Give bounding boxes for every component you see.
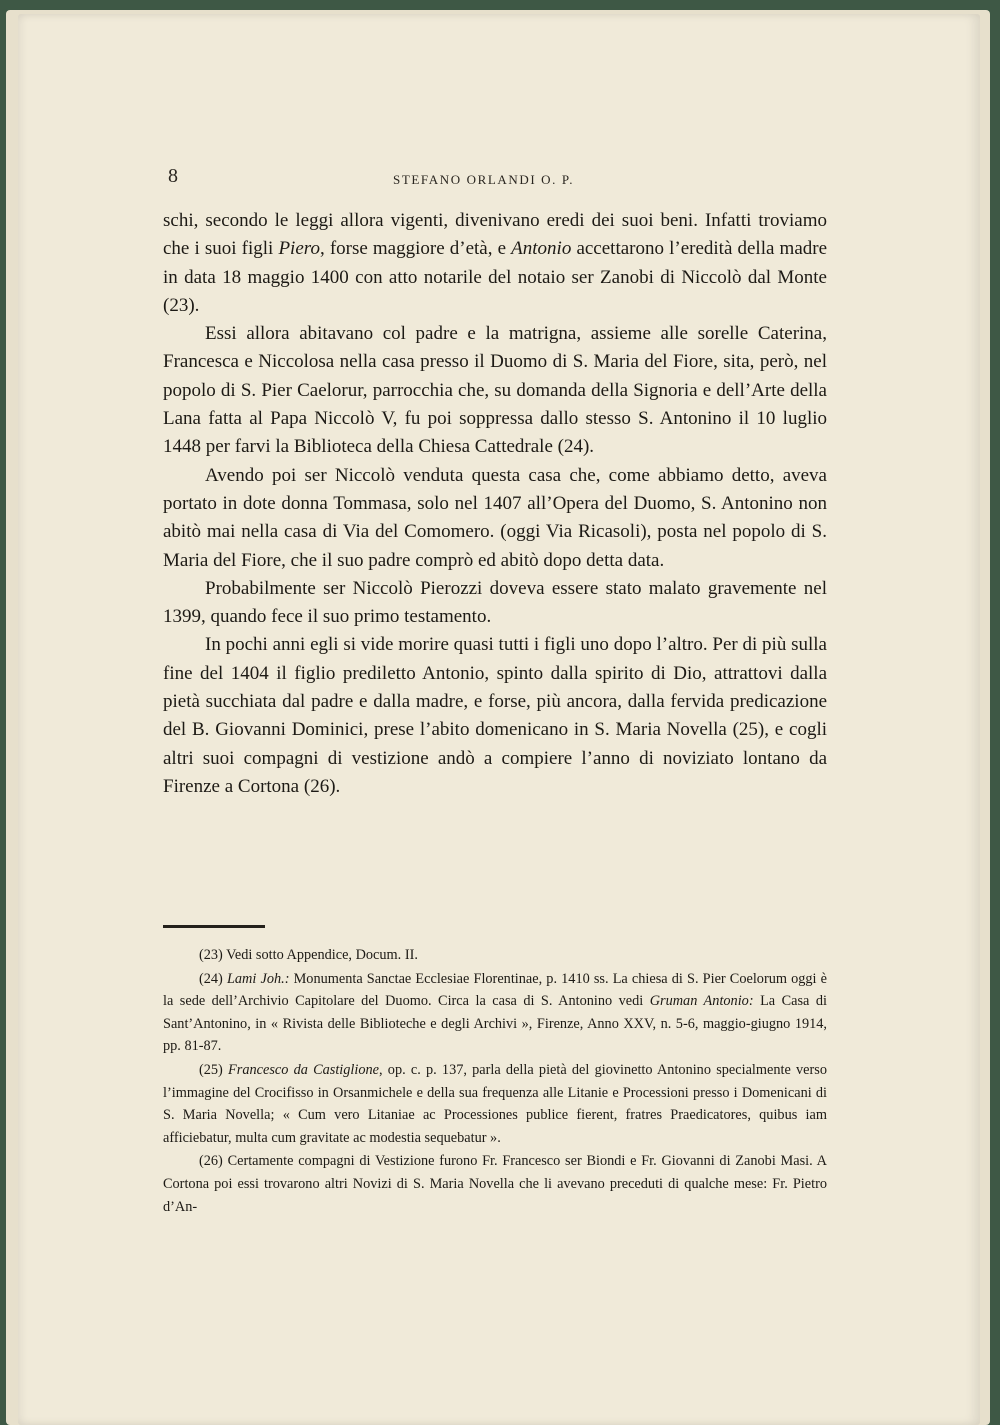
footnote-25-text: , op. c. p. 137, parla della pietà del giovinetto Antonino specialmente verso l’immagine del Crocifisso in Orsanmichele e della sua frequenza alle Litanie e Processioni presso i Domenicani di S. Maria Novella; « Cum vero Litaniae ac Processiones publice fierent, fratres Praedicatores, quibus iam afficiebatur, multa cum gravitate ac modestia sequebatur ». (163, 1061, 827, 1146)
footnote-separator (163, 925, 265, 928)
footnote-24-author-2: Gruman Antonio: (649, 993, 754, 1010)
paragraph-2: Essi allora abitavano col padre e la matrigna, assieme alle sorelle Caterina, Francesca e Niccolosa nella casa presso il Duomo di S. Maria del Fiore, sita, però, nel popolo di S. Pier Caelorur, parrocchia che, su domanda della Signoria e dell’Arte della Lana fatta al Papa Niccolò V, fu poi soppressa dallo stesso S. Antonino il 10 luglio 1448 per farvi la Biblioteca della Chiesa Cattedrale (24). (163, 323, 827, 458)
footnote-24 (163, 968, 827, 1058)
footnote-26: (26) Certamente compagni di Vestizione furono Fr. Francesco ser Biondi e Fr. Giovanni di Zanobi Masi. A Cortona poi essi trovarono altri Novizi di S. Maria Novella che li avevano preceduti di qualche mese: Fr. Pietro d’An- (163, 1153, 827, 1215)
footnote-25-number: (25) (199, 1061, 229, 1078)
name-antonio: Antonio (511, 238, 572, 260)
footnote-24-text-b: La Casa di Sant’Antonino, in « Rivista delle Biblioteche e degli Archivi », Firenze, Anno XXV, n. 5-6, maggio-giugno 1914, pp. 81-87. (163, 993, 827, 1055)
paragraph-4: Probabilmente ser Niccolò Pierozzi doveva essere stato malato gravemente nel 1399, quando fece il suo primo testamento. (163, 577, 827, 628)
page-header (168, 165, 828, 195)
paragraph-1-text-a: schi, secondo le leggi allora vigenti, divenivano eredi dei suoi beni. Infatti troviamo che i suoi figli (163, 210, 827, 260)
paragraph-1 (163, 207, 827, 320)
footnote-24-number: (24) (199, 970, 227, 987)
main-text (163, 207, 827, 801)
running-head: STEFANO ORLANDI O. P. (393, 172, 575, 187)
footnote-25-author: Francesco da Castiglione (228, 1061, 380, 1078)
name-piero: Piero (278, 238, 320, 260)
paragraph-5: In pochi anni egli si vide morire quasi tutti i figli uno dopo l’altro. Per di più sulla fine del 1404 il figlio prediletto Antonio, spinto dalla spirito di Dio, attrattovi dalla pietà succhiata dal padre e dalla madre, e forse, più ancora, dalla fervida predicazione del B. Giovanni Dominici, prese l’abito domenicano in S. Maria Novella (25), e cogli altri suoi compagni di vestizione andò a compiere l’anno di noviziato lontano da Firenze a Cortona (26). (163, 634, 827, 797)
footnote-25 (163, 1059, 827, 1149)
paragraph-1-text-b: , forse maggiore d’età, e (319, 238, 512, 260)
paragraph-1-text-c: accettarono l’eredità della madre in data 18 maggio 1400 con atto notarile del notaio ser Zanobi di Niccolò dal Monte (23). (163, 238, 828, 316)
footnote-24-text-a: Monumenta Sanctae Ecclesiae Florentinae, p. 1410 ss. La chiesa di S. Pier Coelorum oggi è la sede dell’Archivio Capitolare del Duomo. Circa la casa di S. Antonino vedi (163, 970, 828, 1010)
paragraph-3: Avendo poi ser Niccolò venduta questa casa che, come abbiamo detto, aveva portato in dote donna Tommasa, solo nel 1407 all’Opera del Duomo, S. Antonino non abitò mai nella casa di Via del Comomero. (oggi Via Ricasoli), posta nel popolo di S. Maria del Fiore, che il suo padre comprò ed abitò dopo detta data. (163, 464, 827, 571)
page-number: 8 (168, 165, 178, 187)
footnotes (163, 944, 827, 1218)
footnote-24-author: Lami Joh.: (226, 970, 290, 987)
footnote-23: (23) Vedi sotto Appendice, Docum. II. (199, 947, 418, 963)
